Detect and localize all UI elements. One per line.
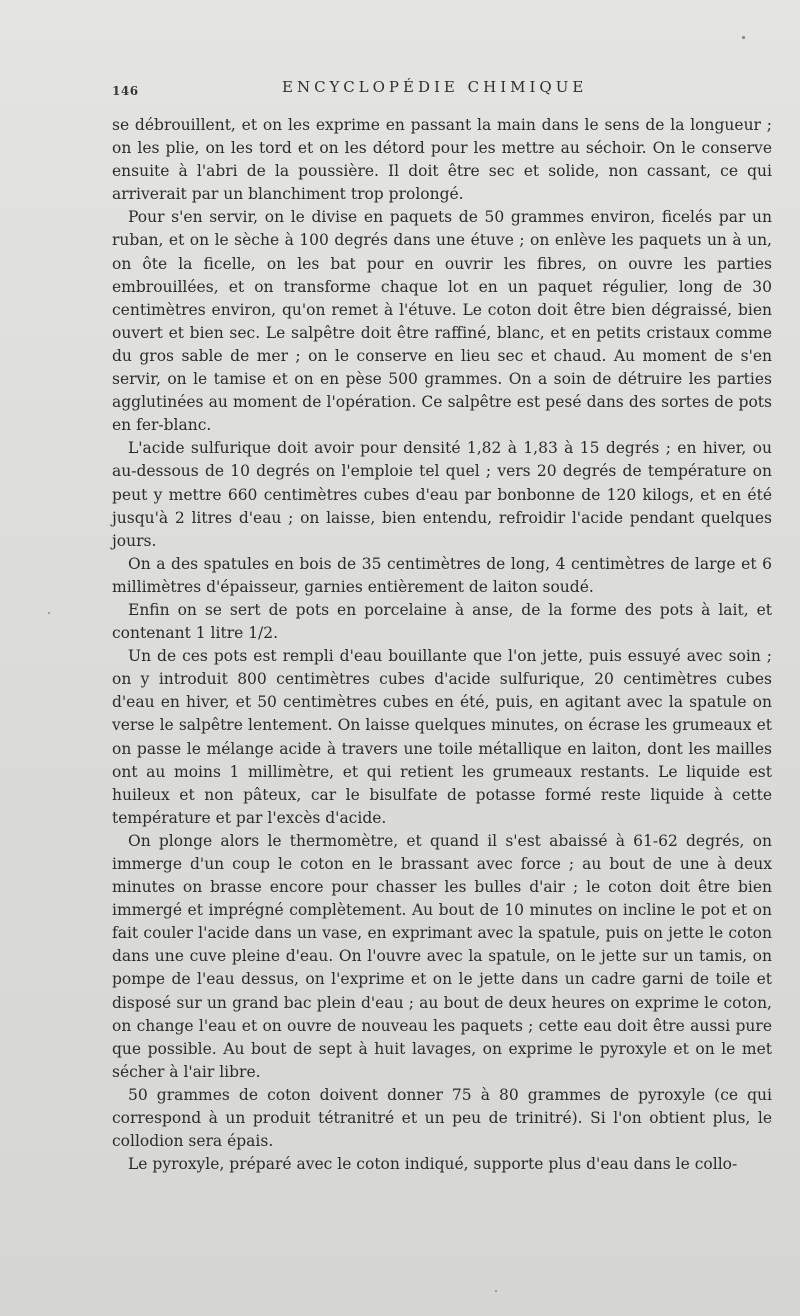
page-header	[112, 74, 772, 104]
paragraph: Un de ces pots est rempli d'eau bouillante que l'on jette, puis essuyé avec soin ; on y introduit 800 centimètres cubes d'acide sulfurique, 20 centimètres cubes d'eau en hiver, et 50 centimètres cubes en été, puis, en agitant avec la spatule on verse le salpêtre lentement. On laisse quelques minutes, on écrase les grumeaux et on passe le mélange acide à travers une toile métallique en laiton, dont les mailles ont au moins 1 millimètre, et qui retient les grumeaux restants. Le liquide est huileux et non pâteux, car le bisulfate de potasse formé reste liquide à cette température et par l'excès d'acide.	[112, 647, 772, 827]
paragraph: se débrouillent, et on les exprime en passant la main dans le sens de la longueur ; on les plie, on les tord et on les détord pour les mettre au séchoir. On le conserve ensuite à l'abri de la poussière. Il doit être sec et solide, non cassant, ce qui arriverait par un blanchiment trop prolongé.	[112, 116, 772, 204]
paragraph: On plonge alors le thermomètre, et quand il s'est abaissé à 61-62 degrés, on immerge d'un coup le coton en le brassant avec force ; au bout de une à deux minutes on brasse encore pour chasser les bulles d'air ; le coton doit être bien immergé et imprégné complètement. Au bout de 10 minutes on incline le pot et on fait couler l'acide dans un vase, en exprimant avec la spatule, puis on jette le coton dans une cuve pleine d'eau. On l'ouvre avec la spatule, on le jette sur un tamis, on pompe de l'eau dessus, on l'exprime et on le jette dans un cadre garni de toile et disposé sur un grand bac plein d'eau ; au bout de deux heures on exprime le coton, on change l'eau et on ouvre de nouveau les paquets ; cette eau doit être aussi pure que possible. Au bout de sept à huit lavages, on exprime le pyroxyle et on le met sécher à l'air libre.	[112, 831, 772, 1081]
paragraph: On a des spatules en bois de 35 centimètres de long, 4 centimètres de large et 6 millimètres d'épaisseur, garnies entièrement de laiton soudé.	[112, 554, 772, 596]
page-number: 146	[112, 84, 139, 98]
paragraph: Enfin on se sert de pots en porcelaine à anse, de la forme des pots à lait, et contenant 1 litre 1/2.	[112, 600, 772, 643]
paragraph: Le pyroxyle, préparé avec le coton indiqué, supporte plus d'eau dans le collo-	[128, 1155, 738, 1174]
paragraph: L'acide sulfurique doit avoir pour densité 1,82 à 1,83 à 15 degrés ; en hiver, ou au-dessous de 10 degrés on l'emploie tel quel ; vers 20 degrés de température on peut y mettre 660 centimètres cubes d'eau par bonbonne de 120 kilogs, et en été jusqu'à 2 litres d'eau ; on laisse, bien entendu, refroidir l'acide pendant quelques jours.	[112, 439, 772, 550]
paper-speck	[48, 612, 50, 614]
body-text	[112, 114, 772, 1176]
paper-speck	[495, 1290, 497, 1292]
paragraph: 50 grammes de coton doivent donner 75 à 80 grammes de pyroxyle (ce qui correspond à un produit tétranitré et un peu de trinitré). Si l'on obtient plus, le collodion sera épais.	[112, 1085, 772, 1151]
paper-speck	[742, 36, 745, 39]
running-title: ENCYCLOPÉDIE CHIMIQUE	[282, 78, 588, 96]
paragraph: Pour s'en servir, on le divise en paquets de 50 grammes environ, ficelés par un ruban, et on le sèche à 100 degrés dans une étuve ; on enlève les paquets un à un, on ôte la ficelle, on les bat pour en ouvrir les fibres, on ouvre les parties embrouillées, et on transforme chaque lot en un paquet régulier, long de 30 centimètres environ, qu'on remet à l'étuve. Le coton doit être bien dégraissé, bien ouvert et bien sec. Le salpêtre doit être raffiné, blanc, et en petits cristaux comme du gros sable de mer ; on le conserve en lieu sec et chaud. Au moment de s'en servir, on le tamise et on en pèse 500 grammes. On a soin de détruire les parties agglutinées au moment de l'opération. Ce salpêtre est pesé dans des sortes de pots en fer-blanc.	[112, 208, 772, 435]
